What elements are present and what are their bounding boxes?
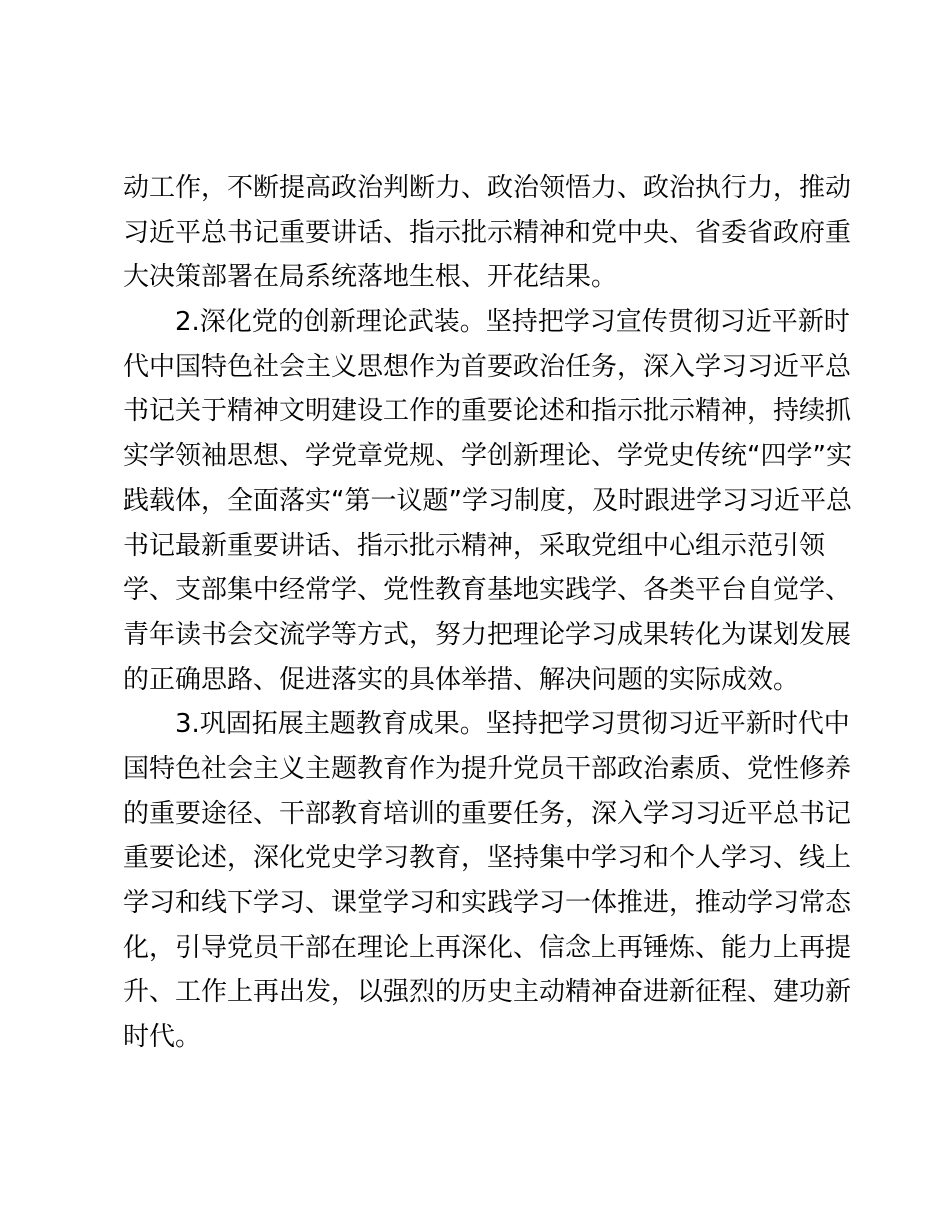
text-line: 2.深化党的创新理论武装。坚持把学习宣传贯彻习近平新时 (175, 307, 850, 338)
paragraph-continuation (123, 166, 852, 300)
text-line: 习近平总书记重要讲话、指示批示精神和党中央、省委省政府重 (123, 217, 852, 248)
document-body (123, 166, 852, 1060)
text-line: 重要论述，深化党史学习教育，坚持集中学习和个人学习、线上 (123, 843, 852, 874)
paragraph-theory-arming (123, 300, 852, 702)
paragraph-theme-education (123, 702, 852, 1060)
text-line: 学、支部集中经常学、党性教育基地实践学、各类平台自觉学、 (123, 575, 852, 606)
text-line: 实学领袖思想、学党章党规、学创新理论、学党史传统“四学”实 (123, 441, 852, 472)
text-line: 的正确思路、促进落实的具体举措、解决问题的实际成效。 (123, 664, 800, 695)
text-line: 3.巩固拓展主题教育成果。坚持把学习贯彻习近平新时代中 (175, 709, 850, 740)
text-line: 化，引导党员干部在理论上再深化、信念上再锤炼、能力上再提 (123, 932, 852, 963)
text-line: 的重要途径、干部教育培训的重要任务，深入学习习近平总书记 (123, 798, 852, 829)
text-line: 国特色社会主义主题教育作为提升党员干部政治素质、党性修养 (123, 753, 852, 784)
text-line: 动工作，不断提高政治判断力、政治领悟力、政治执行力，推动 (123, 173, 852, 203)
text-line: 青年读书会交流学等方式，努力把理论学习成果转化为谋划发展 (123, 619, 852, 650)
text-line: 大决策部署在局系统落地生根、开花结果。 (123, 262, 618, 293)
text-line: 时代。 (123, 1022, 202, 1053)
text-line: 书记关于精神文明建设工作的重要论述和指示批示精神，持续抓 (123, 396, 852, 427)
text-line: 代中国特色社会主义思想作为首要政治任务，深入学习习近平总 (123, 351, 852, 382)
text-line: 书记最新重要讲话、指示批示精神，采取党组中心组示范引领 (123, 530, 826, 561)
text-line: 践载体，全面落实“第一议题”学习制度，及时跟进学习习近平总 (123, 485, 852, 516)
text-line: 学习和线下学习、课堂学习和实践学习一体推进，推动学习常态 (123, 888, 852, 918)
text-line: 升、工作上再出发，以强烈的历史主动精神奋进新征程、建功新 (123, 977, 852, 1008)
